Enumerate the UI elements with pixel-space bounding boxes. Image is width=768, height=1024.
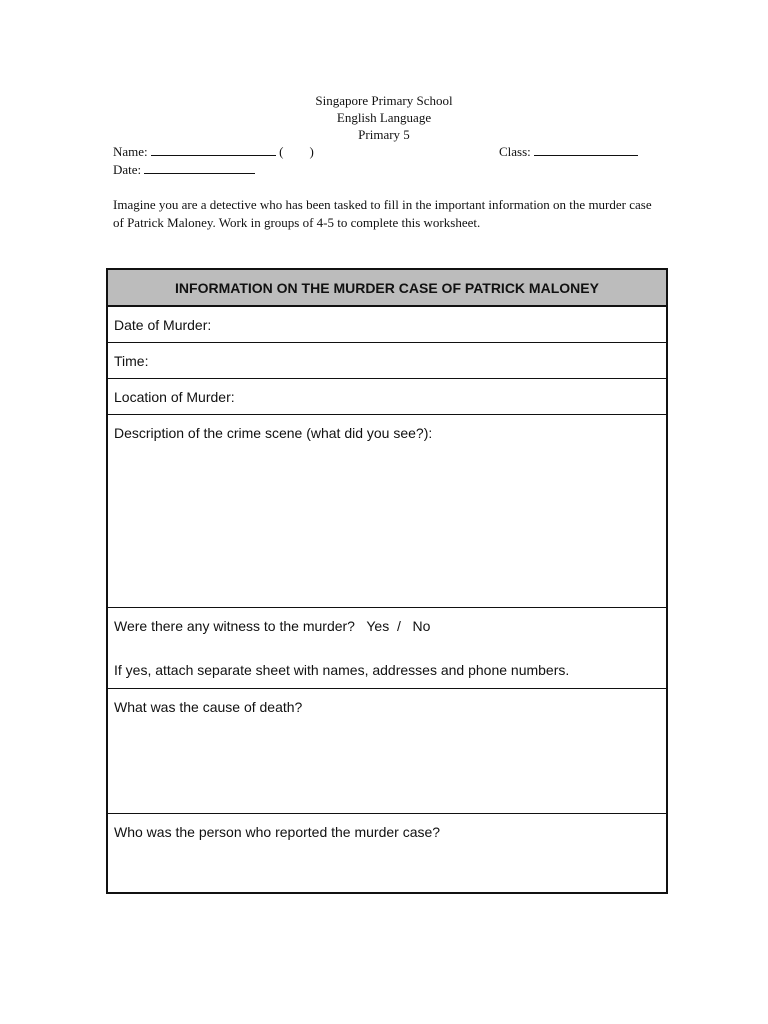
date-label: Date: xyxy=(113,162,142,177)
date-row xyxy=(113,161,255,178)
time-cell[interactable] xyxy=(107,342,667,378)
name-blank[interactable] xyxy=(151,143,276,156)
subject-name: English Language xyxy=(336,110,432,125)
witness-question: Were there any witness to the murder? Yes / No xyxy=(114,617,431,634)
time-label: Time: xyxy=(114,352,149,369)
name-label: Name: xyxy=(113,144,148,159)
case-information-table xyxy=(106,268,668,894)
worksheet-header xyxy=(0,92,768,143)
reporter-cell[interactable] xyxy=(107,813,667,893)
crime-scene-cell[interactable] xyxy=(107,414,667,607)
class-label: Class: xyxy=(499,144,531,159)
location-label: Location of Murder: xyxy=(114,388,235,405)
class-row xyxy=(499,143,638,160)
name-row xyxy=(113,143,314,160)
instructions: Imagine you are a detective who has been tasked to fill in the important information on the murder case of Patrick Maloney. Work in groups of 4-5 to complete this worksheet. xyxy=(113,197,652,230)
crime-scene-label: Description of the crime scene (what did you see?): xyxy=(114,424,433,441)
register-number-brackets: ( ) xyxy=(279,144,314,159)
reporter-label: Who was the person who reported the murder case? xyxy=(114,823,441,840)
date-of-murder-cell[interactable] xyxy=(107,306,667,342)
date-of-murder-label: Date of Murder: xyxy=(114,317,212,333)
table-title: INFORMATION ON THE MURDER CASE OF PATRICK MALONEY xyxy=(107,269,667,306)
witness-cell[interactable] xyxy=(107,607,667,688)
witness-note: If yes, attach separate sheet with names, addresses and phone numbers. xyxy=(114,661,570,678)
location-cell[interactable] xyxy=(107,378,667,414)
date-blank[interactable] xyxy=(144,161,255,174)
class-blank[interactable] xyxy=(534,143,638,156)
cause-of-death-cell[interactable] xyxy=(107,688,667,813)
class-level: Primary 5 xyxy=(358,127,410,142)
school-name: Singapore Primary School xyxy=(315,93,453,108)
cause-of-death-label: What was the cause of death? xyxy=(114,698,303,715)
